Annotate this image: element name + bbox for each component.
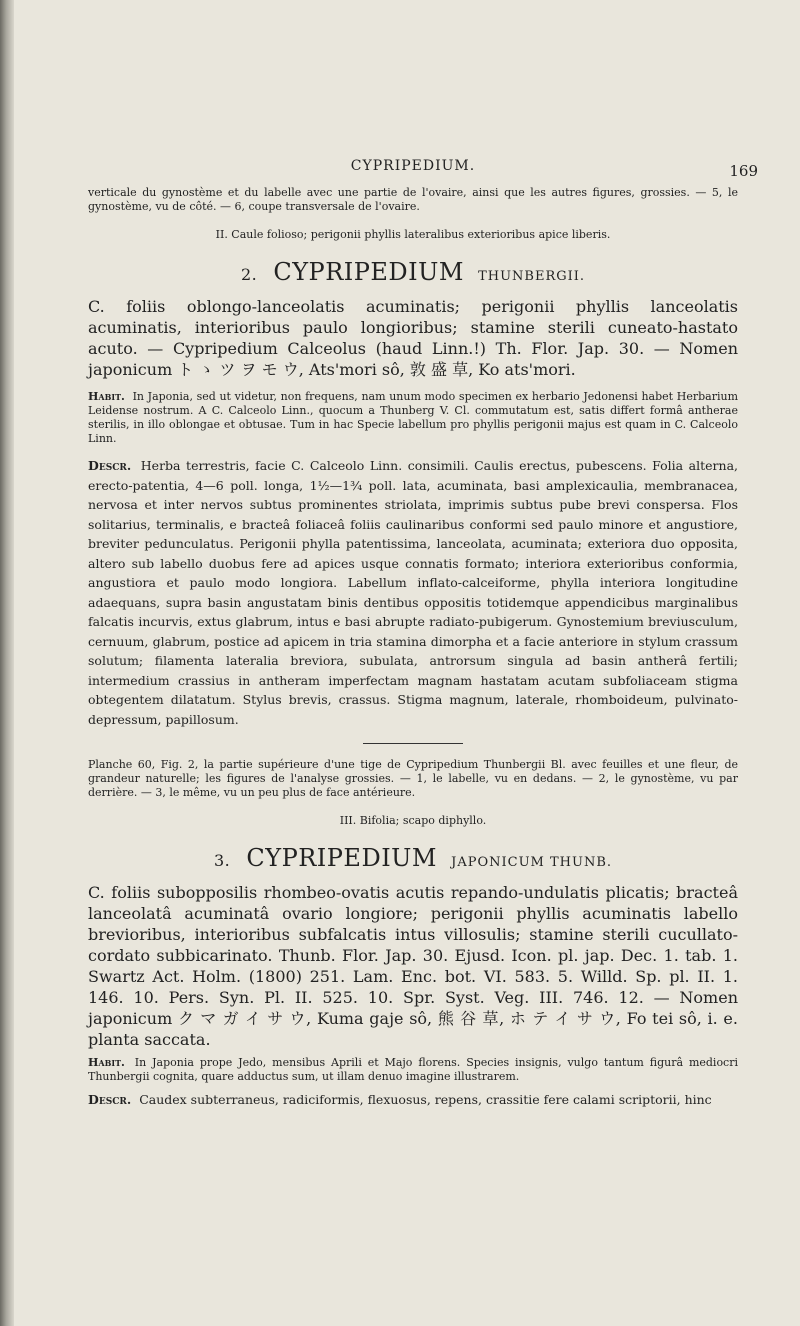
descr-text: Herba terrestris, facie C. Calceolo Linn. consimili. Caulis erectus, pubescens. Folia alterna, erecto-patentia, 4—6 poll. longa, 1½—1¾ poll. lata, acuminata, basi amplexicaulia, membranacea, nervosa et inter nervos subtus prominentes striolata, imprimis subtus pube brevi conspersa. Flos solitarius, terminalis, e bracteâ foliaceâ foliis caulinaribus conformi sed paulo minore et angustiore, breviter pedunculatus. Perigonii phylla patentissima, lanceolata, acuminata; exteriora duo opposita, altero sub labello duobus fere ad apices usque connatis formato; interiora exterioribus conformia, angustiora et paulo modo longiora. Labellum inflato-calceiforme, phylla interiora longitudine adaequans, supra basin angustatam binis dentibus oppositis totidemque appendicibus marginalibus falcatis incurvis, extus glabrum, intus e basi abrupte radiato-pubigerum. Gynostemium breviusculum, cernuum, glabrum, postice ad apicem in tria stamina dimorpha et a facie anteriore in stylum crassum solutum; filamenta lateralia breviora, subulata, antrorsum singula ad basin antherâ fertili; intermedium crassius in antheram imperfectam magnam hastatam acutam subfoliaceam stigma obtegentem dilatatum. Stylus brevis, crassus. Stigma magnum, laterale, rhomboideum, pulvinato-depressum, papillosum.	[88, 458, 738, 727]
habit-label: Habit.	[88, 390, 125, 403]
book-spine-shadow	[0, 0, 14, 1326]
species-diagnosis: C. foliis subopposilis rhombeo-ovatis acutis repando-undulatis plicatis; bracteâ lanceolatâ acuminatâ ovario longiore; perigonii phyllis acuminatis labello brevioribus, interioribus subfalcatis intus villosulis; stamine sterili cucullato-cordato subbicarinato. Thunb. Flor. Jap. 30. Ejusd. Icon. pl. jap. Dec. 1. tab. 1. Swartz Act. Holm. (1800) 251. Lam. Enc. bot. VI. 583. 5. Willd. Sp. pl. II. 1. 146. 10. Pers. Syn. Pl. II. 525. 10. Spr. Syst. Veg. III. 746. 12. — Nomen japonicum ク マ ガ イ サ ウ, Kuma gaje sô, 熊 谷 草, ホ テ イ サ ウ, Fo tei sô, i. e. planta saccata.	[88, 883, 738, 1049]
species-diagnosis: C. foliis oblongo-lanceolatis acuminatis; perigonii phyllis lanceolatis acuminatis, interioribus paulo longioribus; stamine sterili cuneato-hastato acuto. — Cypripedium Calceolus (haud Linn.!) Th. Flor. Jap. 30. — Nomen japonicum ト ゝ ツ ヲ モ ウ, Ats'mori sô, 敦 盛 草, Ko ats'mori.	[88, 297, 738, 379]
figure-caption-continued: verticale du gynostème et du labelle avec une partie de l'ovaire, ainsi que les autres figures, grossies. — 5, le gynostème, vu de côté. — 6, coupe transversale de l'ovaire.	[88, 186, 738, 213]
descr-label: Descr.	[88, 458, 132, 473]
page-number: 169	[729, 162, 758, 180]
species-number: 3.	[213, 851, 231, 870]
descr-text: Caudex subterraneus, radiciformis, flexuosus, repens, crassitie fere calami scriptorii, hinc	[139, 1092, 712, 1107]
habit-text: In Japonia, sed ut videtur, non frequens, nam unum modo specimen ex herbario Jedonensi habet Herbarium Leidense nostrum. A C. Calceolo Linn., quocum a Thunberg V. Cl. commutatum est, satis differt formâ antherae sterilis, in illo oblongae et obtusae. Tum in hac Specie labellum pro phyllis perigonii majus est quam in C. Calceolo Linn.	[88, 390, 738, 445]
species-epithet: JAPONICUM THUNB.	[451, 855, 613, 870]
species-title	[88, 258, 738, 286]
descr-label: Descr.	[88, 1092, 132, 1107]
species-genus: CYPRIPEDIUM	[273, 258, 464, 286]
plate-caption: Planche 60, Fig. 2, la partie supérieure d'une tige de Cypripedium Thunbergii Bl. avec feuilles et une fleur, de grandeur naturelle; les figures de l'analyse grossies. — 1, le labelle, vu en dedans. — 2, le gynostème, vu par derrière. — 3, le même, vu un peu plus de face antérieure.	[88, 758, 738, 799]
subgroup-heading: III. Bifolia; scapo diphyllo.	[339, 814, 487, 827]
running-head: CYPRIPEDIUM.	[350, 158, 476, 174]
habit-label: Habit.	[88, 1056, 125, 1069]
species-number: 2.	[240, 265, 258, 284]
habit-text: In Japonia prope Jedo, mensibus Aprili et Majo florens. Species insignis, vulgo tantum figurâ mediocri Thunbergii cognita, quare adductus sum, ut illam denuo imagine illustrarem.	[88, 1056, 738, 1083]
species-epithet: THUNBERGII.	[478, 269, 586, 284]
page-content	[88, 150, 758, 1110]
subgroup-heading: II. Caule folioso; perigonii phyllis lateralibus exterioribus apice liberis.	[215, 228, 611, 241]
species-genus: CYPRIPEDIUM	[246, 844, 437, 872]
divider-rule	[363, 743, 463, 744]
page-header	[88, 150, 758, 180]
species-title	[88, 844, 738, 872]
